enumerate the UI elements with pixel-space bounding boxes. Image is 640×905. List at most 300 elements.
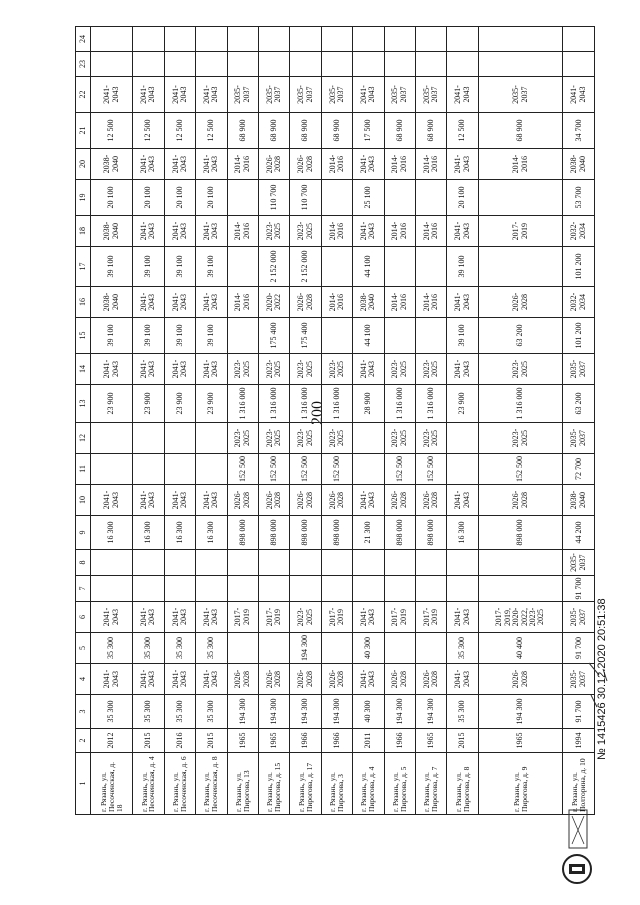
- table-cell: 898 000: [258, 516, 289, 550]
- table-cell: 194 300: [384, 695, 415, 729]
- table-cell: 2015: [447, 729, 478, 753]
- address-cell: г. Рязань, ул. Пирогова, д. 15: [258, 753, 289, 815]
- table-cell: 2041-2043: [447, 216, 478, 247]
- column-header: 6: [76, 602, 91, 633]
- table-cell: 101 200: [563, 247, 595, 287]
- table-cell: 2026-2028: [478, 485, 563, 516]
- column-header: 19: [76, 180, 91, 216]
- table-cell: 16 300: [196, 516, 227, 550]
- table-cell: 2038-2040: [563, 149, 595, 180]
- table-cell: 1965: [227, 729, 258, 753]
- table-cell: [91, 550, 133, 576]
- table-cell: 175 400: [258, 318, 289, 354]
- table-cell: 2026-2028: [258, 149, 289, 180]
- table-cell: 2038-2040: [91, 216, 133, 247]
- table-cell: 2026-2028: [227, 485, 258, 516]
- table-cell: 1 316 000: [258, 385, 289, 423]
- table-row: [91, 27, 133, 815]
- table-cell: 68 900: [290, 113, 321, 149]
- table-cell: 2023-2025: [290, 216, 321, 247]
- table-cell: 2017-2019: [384, 602, 415, 633]
- table-cell: 53 700: [563, 180, 595, 216]
- table-cell: [227, 180, 258, 216]
- table-cell: 20 100: [447, 180, 478, 216]
- table-cell: 152 500: [227, 454, 258, 485]
- table-cell: [321, 318, 352, 354]
- table-cell: 16 300: [91, 516, 133, 550]
- table-cell: 2023-2025: [258, 216, 289, 247]
- table-cell: 39 100: [133, 318, 164, 354]
- table-cell: 2041-2043: [133, 216, 164, 247]
- table-cell: 898 000: [384, 516, 415, 550]
- table-cell: 2016: [164, 729, 195, 753]
- table-cell: [164, 550, 195, 576]
- table-cell: 23 900: [91, 385, 133, 423]
- address-cell: г. Рязань, ул. Песоченская, д. 4: [133, 753, 164, 815]
- table-cell: 2041-2043: [196, 354, 227, 385]
- table-cell: 2026-2028: [290, 287, 321, 318]
- address-cell: г. Рязань, ул. Пирогова, 3: [321, 753, 352, 815]
- table-cell: 2041-2043: [133, 664, 164, 695]
- table-cell: 2023-2025: [384, 423, 415, 454]
- table-cell: 35 300: [196, 695, 227, 729]
- stamp-mark: [566, 808, 592, 852]
- table-cell: [164, 454, 195, 485]
- table-cell: 2035-2037: [478, 77, 563, 113]
- table-cell: [321, 633, 352, 664]
- table-row: [196, 27, 227, 815]
- table-cell: 23 900: [196, 385, 227, 423]
- table-cell: 2041-2043: [353, 664, 384, 695]
- table-cell: 2023-2025: [290, 423, 321, 454]
- table-cell: 1966: [321, 729, 352, 753]
- table-cell: 35 300: [91, 633, 133, 664]
- table-cell: 34 700: [563, 113, 595, 149]
- table-cell: 194 300: [227, 695, 258, 729]
- table-cell: 2014-2016: [227, 149, 258, 180]
- table-cell: 2012: [91, 729, 133, 753]
- table-cell: 2023-2025: [258, 354, 289, 385]
- table-cell: [227, 318, 258, 354]
- table-cell: 2017-2019: [415, 602, 446, 633]
- address-cell: г. Рязань, ул. Пирогова, д. 5: [384, 753, 415, 815]
- table-cell: [447, 550, 478, 576]
- table-cell: [258, 550, 289, 576]
- column-header: 24: [76, 27, 91, 52]
- table-cell: 2023-2025: [415, 423, 446, 454]
- table-cell: 152 500: [321, 454, 352, 485]
- table-cell: 23 900: [164, 385, 195, 423]
- table-cell: 1966: [290, 729, 321, 753]
- table-cell: 194 300: [415, 695, 446, 729]
- table-cell: [227, 27, 258, 52]
- table-cell: 39 100: [91, 247, 133, 287]
- table-cell: [321, 52, 352, 77]
- table-cell: 2 152 000: [290, 247, 321, 287]
- table-cell: 2015: [196, 729, 227, 753]
- table-cell: [196, 27, 227, 52]
- emblem-icon: [560, 852, 594, 886]
- table-cell: 2014-2016: [321, 149, 352, 180]
- table-cell: 2023-2025: [290, 602, 321, 633]
- table-sheet: [75, 35, 595, 815]
- table-cell: 1994: [563, 729, 595, 753]
- table-cell: 2041-2043: [353, 354, 384, 385]
- table-cell: 35 300: [164, 633, 195, 664]
- table-cell: [133, 423, 164, 454]
- table-cell: 39 100: [133, 247, 164, 287]
- table-cell: 2035-2037: [415, 77, 446, 113]
- table-cell: 2041-2043: [164, 602, 195, 633]
- column-header: 2: [76, 729, 91, 753]
- table-cell: [353, 52, 384, 77]
- table-cell: 2041-2043: [447, 149, 478, 180]
- table-cell: 2041-2043: [164, 287, 195, 318]
- table-row: [384, 27, 415, 815]
- table-row: [447, 27, 478, 815]
- table-cell: 35 300: [133, 633, 164, 664]
- address-cell: г. Рязань, ул. Пирогова, д. 8: [447, 753, 478, 815]
- page-number: 200: [309, 401, 326, 425]
- table-cell: 44 100: [353, 318, 384, 354]
- table-cell: [478, 52, 563, 77]
- table-cell: [258, 27, 289, 52]
- table-cell: [447, 576, 478, 602]
- table-cell: 1 316 000: [415, 385, 446, 423]
- table-cell: 2023-2025: [384, 354, 415, 385]
- table-cell: [290, 576, 321, 602]
- table-cell: 2032-2034: [563, 216, 595, 247]
- column-header: 22: [76, 77, 91, 113]
- table-cell: 2041-2043: [447, 77, 478, 113]
- table-row: [353, 27, 384, 815]
- table-row: [133, 27, 164, 815]
- table-cell: 2041-2043: [353, 216, 384, 247]
- column-header: 13: [76, 385, 91, 423]
- table-cell: 17 500: [353, 113, 384, 149]
- table-cell: [321, 27, 352, 52]
- table-cell: 101 200: [563, 318, 595, 354]
- table-cell: 1 316 000: [384, 385, 415, 423]
- table-cell: 2041-2043: [133, 354, 164, 385]
- table-cell: 2014-2016: [321, 216, 352, 247]
- table-cell: [415, 180, 446, 216]
- column-header: 8: [76, 550, 91, 576]
- table-cell: 194 300: [290, 633, 321, 664]
- table-cell: 2035-2037: [227, 77, 258, 113]
- table-cell: 2026-2028: [290, 485, 321, 516]
- table-cell: [478, 27, 563, 52]
- table-cell: 39 100: [447, 318, 478, 354]
- table-cell: 2026-2028: [415, 664, 446, 695]
- table-cell: 2041-2043: [447, 354, 478, 385]
- table-cell: 2032-2034: [563, 287, 595, 318]
- table-cell: 2041-2043: [447, 287, 478, 318]
- table-cell: [164, 52, 195, 77]
- table-cell: [478, 550, 563, 576]
- table-cell: 35 300: [133, 695, 164, 729]
- table-cell: [321, 550, 352, 576]
- address-cell: г. Рязань, ул. Пирогова, д. 4: [353, 753, 384, 815]
- table-cell: 2017-2019: [258, 602, 289, 633]
- table-cell: 2041-2043: [133, 602, 164, 633]
- table-cell: 68 900: [258, 113, 289, 149]
- column-header: 17: [76, 247, 91, 287]
- table-cell: [91, 454, 133, 485]
- table-row: [415, 27, 446, 815]
- table-cell: 39 100: [164, 247, 195, 287]
- table-cell: 2017-2019, 2020-2022, 2023-2025: [478, 602, 563, 633]
- address-cell: г. Рязань, ул. Песоченская, д. 8: [196, 753, 227, 815]
- table-cell: [353, 423, 384, 454]
- table-cell: 2026-2028: [290, 664, 321, 695]
- table-cell: 2038-2040: [91, 287, 133, 318]
- table-cell: 39 100: [447, 247, 478, 287]
- table-cell: 2014-2016: [321, 287, 352, 318]
- table-cell: 1965: [415, 729, 446, 753]
- table-cell: [258, 633, 289, 664]
- table-cell: [227, 576, 258, 602]
- table-cell: 2041-2043: [563, 77, 595, 113]
- table-cell: 2026-2028: [227, 664, 258, 695]
- table-cell: [258, 52, 289, 77]
- table-cell: 68 900: [227, 113, 258, 149]
- column-header: 23: [76, 52, 91, 77]
- address-cell: г. Рязань, ул. Песоченская, д. 6: [164, 753, 195, 815]
- table-cell: 2041-2043: [353, 77, 384, 113]
- address-cell: г. Рязань, ул. Песоченская, д. 18: [91, 753, 133, 815]
- table-cell: 2023-2025: [478, 423, 563, 454]
- column-header: 12: [76, 423, 91, 454]
- table-cell: 2026-2028: [321, 485, 352, 516]
- table-cell: 2017-2019: [227, 602, 258, 633]
- table-cell: 2035-2037: [321, 77, 352, 113]
- table-cell: [447, 423, 478, 454]
- table-cell: 2041-2043: [196, 485, 227, 516]
- table-cell: 2023-2025: [415, 354, 446, 385]
- table-cell: 23 900: [447, 385, 478, 423]
- table-cell: 2035-2037: [563, 354, 595, 385]
- table-cell: 2041-2043: [353, 485, 384, 516]
- table-cell: 898 000: [290, 516, 321, 550]
- table-cell: 28 900: [353, 385, 384, 423]
- table-cell: 2041-2043: [91, 354, 133, 385]
- table-row: [321, 27, 352, 815]
- table-cell: 1965: [478, 729, 563, 753]
- table-cell: 2041-2043: [91, 77, 133, 113]
- table-cell: [384, 576, 415, 602]
- table-cell: 16 300: [133, 516, 164, 550]
- table-cell: 2035-2037: [290, 77, 321, 113]
- table-cell: [384, 318, 415, 354]
- table-cell: 25 100: [353, 180, 384, 216]
- column-header: 4: [76, 664, 91, 695]
- table-cell: 2041-2043: [133, 485, 164, 516]
- column-header: 16: [76, 287, 91, 318]
- column-header: 18: [76, 216, 91, 247]
- table-cell: [133, 550, 164, 576]
- table-cell: 2035-2037: [563, 602, 595, 633]
- table-cell: 2041-2043: [353, 149, 384, 180]
- table-cell: [478, 180, 563, 216]
- table-cell: [415, 27, 446, 52]
- table-cell: 2014-2016: [478, 149, 563, 180]
- table-cell: 2023-2025: [478, 354, 563, 385]
- document-id-timestamp: № 1415426 30.12.2020 20:51:38: [596, 598, 608, 760]
- table-cell: 2035-2037: [563, 550, 595, 576]
- table-cell: [91, 423, 133, 454]
- table-cell: [164, 27, 195, 52]
- table-cell: 2014-2016: [384, 287, 415, 318]
- column-header: 20: [76, 149, 91, 180]
- table-cell: 68 900: [384, 113, 415, 149]
- table-cell: [321, 180, 352, 216]
- table-cell: [196, 52, 227, 77]
- table-row: [227, 27, 258, 815]
- table-cell: 2041-2043: [91, 664, 133, 695]
- table-cell: 39 100: [196, 247, 227, 287]
- table-cell: 2026-2028: [384, 485, 415, 516]
- table-cell: 2041-2043: [133, 77, 164, 113]
- table-cell: 16 300: [447, 516, 478, 550]
- table-cell: 898 000: [227, 516, 258, 550]
- table-cell: 12 500: [164, 113, 195, 149]
- table-cell: 20 100: [133, 180, 164, 216]
- table-cell: [384, 180, 415, 216]
- table-cell: 44 100: [353, 247, 384, 287]
- table-cell: 2026-2028: [478, 664, 563, 695]
- table-cell: 194 300: [321, 695, 352, 729]
- table-cell: 1 316 000: [227, 385, 258, 423]
- table-cell: 2023-2025: [321, 423, 352, 454]
- table-cell: 68 900: [415, 113, 446, 149]
- table-cell: [563, 52, 595, 77]
- table-cell: 2026-2028: [258, 485, 289, 516]
- table-cell: 2014-2016: [384, 216, 415, 247]
- table-cell: 16 300: [164, 516, 195, 550]
- table-cell: 2041-2043: [133, 149, 164, 180]
- table-cell: [133, 454, 164, 485]
- table-cell: [91, 576, 133, 602]
- table-cell: 2017-2019: [478, 216, 563, 247]
- table-cell: 152 500: [290, 454, 321, 485]
- table-cell: [196, 550, 227, 576]
- table-cell: 35 300: [447, 633, 478, 664]
- table-cell: 2041-2043: [196, 77, 227, 113]
- column-header: 9: [76, 516, 91, 550]
- table-cell: 2041-2043: [164, 485, 195, 516]
- table-cell: [384, 27, 415, 52]
- table-row: [290, 27, 321, 815]
- table-cell: 2041-2043: [196, 664, 227, 695]
- table-cell: 1966: [384, 729, 415, 753]
- table-cell: 2026-2028: [384, 664, 415, 695]
- table-cell: [447, 27, 478, 52]
- table-cell: [321, 247, 352, 287]
- table-cell: 63 200: [563, 385, 595, 423]
- table-cell: [353, 576, 384, 602]
- column-header: 5: [76, 633, 91, 664]
- table-cell: 2041-2043: [196, 149, 227, 180]
- table-cell: 12 500: [196, 113, 227, 149]
- table-cell: 63 200: [478, 318, 563, 354]
- table-cell: 91 700: [563, 633, 595, 664]
- table-cell: 35 300: [91, 695, 133, 729]
- table-cell: 2017-2019: [321, 602, 352, 633]
- table-cell: [133, 52, 164, 77]
- table-cell: 2026-2028: [290, 149, 321, 180]
- table-cell: 35 300: [447, 695, 478, 729]
- table-cell: 1 316 000: [478, 385, 563, 423]
- repair-schedule-table: [75, 26, 595, 815]
- table-cell: 110 700: [290, 180, 321, 216]
- table-cell: 2023-2025: [321, 354, 352, 385]
- table-cell: [196, 423, 227, 454]
- table-cell: [164, 423, 195, 454]
- table-cell: [415, 633, 446, 664]
- table-cell: 12 500: [91, 113, 133, 149]
- table-cell: 2023-2025: [227, 354, 258, 385]
- table-cell: [91, 27, 133, 52]
- table-cell: 2023-2025: [227, 423, 258, 454]
- table-cell: 2014-2016: [227, 216, 258, 247]
- table-cell: [227, 550, 258, 576]
- table-cell: [415, 52, 446, 77]
- column-header: 3: [76, 695, 91, 729]
- table-cell: [415, 576, 446, 602]
- table-cell: 20 100: [91, 180, 133, 216]
- table-cell: 152 500: [415, 454, 446, 485]
- table-cell: 2041-2043: [353, 602, 384, 633]
- table-cell: 40 300: [353, 633, 384, 664]
- column-header: 1: [76, 753, 91, 815]
- table-cell: 2023-2025: [290, 354, 321, 385]
- table-cell: 898 000: [478, 516, 563, 550]
- table-cell: [290, 52, 321, 77]
- table-cell: 2038-2040: [563, 485, 595, 516]
- table-cell: 2014-2016: [415, 216, 446, 247]
- table-cell: 1 316 000: [290, 385, 321, 423]
- table-cell: 2038-2040: [91, 149, 133, 180]
- table-cell: 2035-2037: [563, 664, 595, 695]
- table-cell: [415, 247, 446, 287]
- table-cell: 2041-2043: [196, 287, 227, 318]
- table-cell: 2026-2028: [415, 485, 446, 516]
- table-cell: 175 400: [290, 318, 321, 354]
- table-cell: [290, 550, 321, 576]
- table-cell: 20 100: [164, 180, 195, 216]
- table-cell: 2035-2037: [563, 423, 595, 454]
- address-cell: г. Рязань, ул. Пирогова, д. 9: [478, 753, 563, 815]
- address-cell: г. Рязань, ул. Пирогова, 13: [227, 753, 258, 815]
- table-cell: 44 200: [563, 516, 595, 550]
- table-cell: 1 316 000: [321, 385, 352, 423]
- table-cell: [384, 247, 415, 287]
- table-cell: 39 100: [164, 318, 195, 354]
- table-cell: [321, 576, 352, 602]
- header-row: [76, 27, 91, 815]
- table-cell: 898 000: [321, 516, 352, 550]
- table-cell: 2026-2028: [478, 287, 563, 318]
- table-cell: 72 700: [563, 454, 595, 485]
- table-cell: [353, 454, 384, 485]
- table-cell: 2041-2043: [91, 485, 133, 516]
- address-cell: г. Рязань, ул. Пирогова, д. 17: [290, 753, 321, 815]
- table-cell: 2015: [133, 729, 164, 753]
- table-cell: 2041-2043: [447, 602, 478, 633]
- table-cell: 2041-2043: [164, 149, 195, 180]
- table-cell: 20 100: [196, 180, 227, 216]
